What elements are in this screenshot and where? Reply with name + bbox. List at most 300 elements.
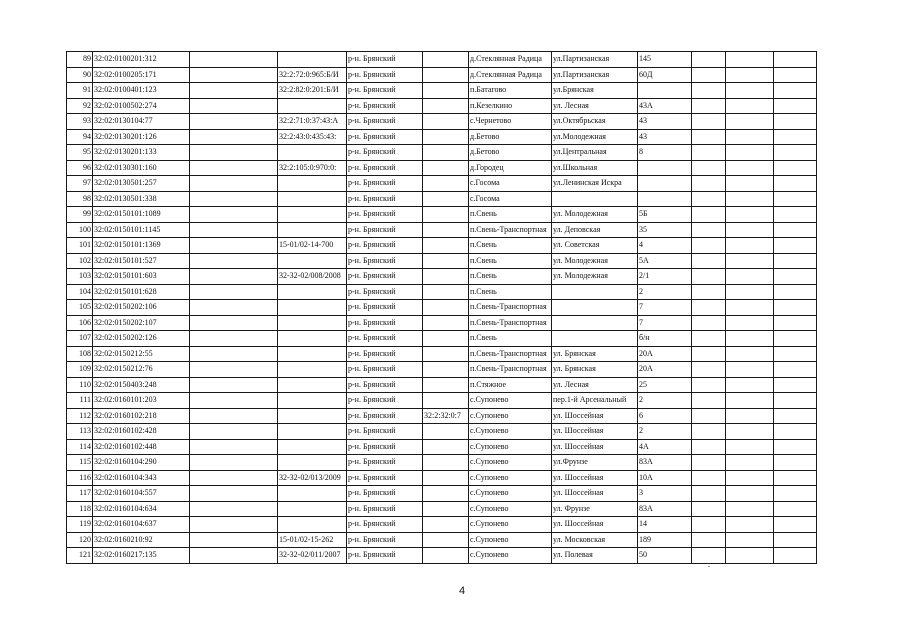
cadastral-number-cell: 32:02:0160101:203 (93, 393, 190, 409)
empty-column-cell (190, 393, 278, 409)
house-number-cell: 7 (638, 300, 692, 316)
row-number-cell: 96 (67, 160, 93, 176)
empty-column-cell (692, 455, 726, 471)
empty-column-cell (774, 362, 817, 378)
empty-column-cell (774, 269, 817, 285)
settlement-cell: д.Бетово (469, 129, 552, 145)
house-number-cell: 43А (638, 98, 692, 114)
empty-column-cell (774, 145, 817, 161)
settlement-cell: д.Стеклянная Радица (469, 67, 552, 83)
empty-column-cell (692, 532, 726, 548)
empty-column-cell (774, 455, 817, 471)
empty-column-cell (774, 408, 817, 424)
street-cell: ул.Центральная (552, 145, 638, 161)
cadastral-number-cell: 32:02:0150101:1145 (93, 222, 190, 238)
table-row (67, 470, 817, 486)
old-record-number-cell (278, 331, 347, 347)
old-record-number-cell: 15-01/02-15-262 (278, 532, 347, 548)
table-row (67, 129, 817, 145)
house-number-cell: 3 (638, 486, 692, 502)
empty-column-cell (726, 98, 774, 114)
empty-column-cell (190, 532, 278, 548)
empty-column-cell (774, 300, 817, 316)
settlement-cell: п.Свень (469, 253, 552, 269)
extra-code-cell: 32:2:32:0:7 (423, 408, 469, 424)
street-cell: ул. Лесная (552, 98, 638, 114)
row-number-cell: 104 (67, 284, 93, 300)
empty-column-cell (692, 439, 726, 455)
cadastral-number-cell: 32:02:0150212:55 (93, 346, 190, 362)
row-number-cell: 90 (67, 67, 93, 83)
empty-column-cell (190, 470, 278, 486)
empty-column-cell (774, 517, 817, 533)
settlement-cell: с.Чернетово (469, 114, 552, 130)
old-record-number-cell (278, 501, 347, 517)
cadastral-number-cell: 32:02:0130201:126 (93, 129, 190, 145)
street-cell: ул. Молодежная (552, 253, 638, 269)
street-cell: ул. Брянская (552, 362, 638, 378)
settlement-cell: п.Кезелкино (469, 98, 552, 114)
empty-column-cell (774, 470, 817, 486)
empty-column-cell (774, 207, 817, 223)
settlement-cell: п.Стяжное (469, 377, 552, 393)
street-cell: ул. Молодежная (552, 269, 638, 285)
cadastral-number-cell: 32:02:0160104:557 (93, 486, 190, 502)
old-record-number-cell (278, 455, 347, 471)
district-cell: р-н. Брянский (347, 284, 423, 300)
row-number-cell: 110 (67, 377, 93, 393)
old-record-number-cell: 32-32-02/008/2008 (278, 269, 347, 285)
street-cell: ул. Фрунзе (552, 501, 638, 517)
old-record-number-cell (278, 52, 347, 68)
district-cell: р-н. Брянский (347, 315, 423, 331)
settlement-cell: п.Свень (469, 207, 552, 223)
empty-column-cell (190, 377, 278, 393)
row-number-cell: 108 (67, 346, 93, 362)
district-cell: р-н. Брянский (347, 362, 423, 378)
empty-column-cell (190, 176, 278, 192)
empty-column-cell (190, 114, 278, 130)
district-cell: р-н. Брянский (347, 253, 423, 269)
street-cell: ул. Деповская (552, 222, 638, 238)
empty-column-cell (692, 129, 726, 145)
extra-code-cell (423, 269, 469, 285)
row-number-cell: 103 (67, 269, 93, 285)
old-record-number-cell: 32:2:72:0:965:Б/И (278, 67, 347, 83)
extra-code-cell (423, 331, 469, 347)
street-cell (552, 315, 638, 331)
empty-column-cell (692, 67, 726, 83)
empty-column-cell (774, 191, 817, 207)
table-row (67, 377, 817, 393)
empty-column-cell (190, 486, 278, 502)
empty-column-cell (692, 331, 726, 347)
empty-column-cell (190, 346, 278, 362)
cadastral-number-cell: 32:02:0160104:343 (93, 470, 190, 486)
settlement-cell: с.Госома (469, 176, 552, 192)
cadastral-number-cell: 32:02:0100205:171 (93, 67, 190, 83)
district-cell: р-н. Брянский (347, 67, 423, 83)
empty-column-cell (726, 238, 774, 254)
house-number-cell: 20А (638, 346, 692, 362)
street-cell: ул.Школьная (552, 160, 638, 176)
house-number-cell: 50 (638, 548, 692, 564)
house-number-cell: 83А (638, 455, 692, 471)
street-cell (552, 191, 638, 207)
empty-column-cell (774, 346, 817, 362)
district-cell: р-н. Брянский (347, 424, 423, 440)
empty-column-cell (692, 238, 726, 254)
settlement-cell: с.Супонево (469, 408, 552, 424)
table-row (67, 517, 817, 533)
district-cell: р-н. Брянский (347, 269, 423, 285)
empty-column-cell (726, 222, 774, 238)
empty-column-cell (726, 83, 774, 99)
empty-column-cell (692, 207, 726, 223)
street-cell: ул.Партизанская (552, 67, 638, 83)
table-row (67, 222, 817, 238)
street-cell: ул. Советская (552, 238, 638, 254)
empty-column-cell (692, 300, 726, 316)
table-row (67, 300, 817, 316)
street-cell: ул.Ленинская Искра (552, 176, 638, 192)
district-cell: р-н. Брянский (347, 532, 423, 548)
empty-column-cell (190, 300, 278, 316)
row-number-cell: 106 (67, 315, 93, 331)
property-register-table (66, 51, 817, 564)
empty-column-cell (190, 455, 278, 471)
empty-column-cell (774, 129, 817, 145)
empty-column-cell (692, 83, 726, 99)
old-record-number-cell (278, 377, 347, 393)
empty-column-cell (726, 532, 774, 548)
table-row (67, 67, 817, 83)
settlement-cell: д.Городец (469, 160, 552, 176)
empty-column-cell (190, 52, 278, 68)
street-cell (552, 331, 638, 347)
row-number-cell: 94 (67, 129, 93, 145)
old-record-number-cell (278, 486, 347, 502)
old-record-number-cell (278, 517, 347, 533)
empty-column-cell (726, 393, 774, 409)
empty-column-cell (726, 362, 774, 378)
extra-code-cell (423, 377, 469, 393)
district-cell: р-н. Брянский (347, 238, 423, 254)
empty-column-cell (190, 362, 278, 378)
extra-code-cell (423, 160, 469, 176)
district-cell: р-н. Брянский (347, 222, 423, 238)
empty-column-cell (692, 548, 726, 564)
empty-column-cell (726, 145, 774, 161)
old-record-number-cell: 32:2:82:0:201:Б/И (278, 83, 347, 99)
empty-column-cell (726, 253, 774, 269)
old-record-number-cell: 32:2:105:0:970:0: (278, 160, 347, 176)
extra-code-cell (423, 191, 469, 207)
settlement-cell: с.Супонево (469, 470, 552, 486)
house-number-cell: 145 (638, 52, 692, 68)
table-row (67, 52, 817, 68)
old-record-number-cell: 32:2:71:0:37:43:А (278, 114, 347, 130)
empty-column-cell (726, 67, 774, 83)
house-number-cell: 4А (638, 439, 692, 455)
empty-column-cell (190, 83, 278, 99)
old-record-number-cell (278, 145, 347, 161)
empty-column-cell (692, 424, 726, 440)
settlement-cell: с.Супонево (469, 393, 552, 409)
table-row (67, 331, 817, 347)
cadastral-number-cell: 32:02:0160102:448 (93, 439, 190, 455)
street-cell: ул. Московская (552, 532, 638, 548)
district-cell: р-н. Брянский (347, 145, 423, 161)
house-number-cell: 14 (638, 517, 692, 533)
district-cell: р-н. Брянский (347, 346, 423, 362)
extra-code-cell (423, 176, 469, 192)
district-cell: р-н. Брянский (347, 191, 423, 207)
row-number-cell: 115 (67, 455, 93, 471)
settlement-cell: с.Госома (469, 191, 552, 207)
district-cell: р-н. Брянский (347, 501, 423, 517)
row-number-cell: 118 (67, 501, 93, 517)
extra-code-cell (423, 486, 469, 502)
cadastral-number-cell: 32:02:0130501:257 (93, 176, 190, 192)
house-number-cell: 20А (638, 362, 692, 378)
cadastral-number-cell: 32:02:0130501:338 (93, 191, 190, 207)
extra-code-cell (423, 470, 469, 486)
house-number-cell: б/н (638, 331, 692, 347)
row-number-cell: 89 (67, 52, 93, 68)
extra-code-cell (423, 83, 469, 99)
empty-column-cell (726, 191, 774, 207)
empty-column-cell (774, 160, 817, 176)
cadastral-number-cell: 32:02:0150101:527 (93, 253, 190, 269)
district-cell: р-н. Брянский (347, 114, 423, 130)
row-number-cell: 95 (67, 145, 93, 161)
register-table-body (67, 52, 817, 564)
empty-column-cell (726, 408, 774, 424)
settlement-cell: п.Свень-Транспортная (469, 315, 552, 331)
district-cell: р-н. Брянский (347, 393, 423, 409)
house-number-cell: 6 (638, 408, 692, 424)
extra-code-cell (423, 222, 469, 238)
empty-column-cell (774, 424, 817, 440)
district-cell: р-н. Брянский (347, 98, 423, 114)
empty-column-cell (190, 67, 278, 83)
empty-column-cell (726, 331, 774, 347)
empty-column-cell (190, 269, 278, 285)
settlement-cell: с.Супонево (469, 486, 552, 502)
row-number-cell: 105 (67, 300, 93, 316)
empty-column-cell (726, 160, 774, 176)
empty-column-cell (692, 98, 726, 114)
old-record-number-cell (278, 346, 347, 362)
extra-code-cell (423, 284, 469, 300)
extra-code-cell (423, 501, 469, 517)
street-cell: ул. Шоссейная (552, 517, 638, 533)
cadastral-number-cell: 32:02:0100401:123 (93, 83, 190, 99)
house-number-cell: 7 (638, 315, 692, 331)
street-cell: ул. Молодежная (552, 207, 638, 223)
empty-column-cell (774, 238, 817, 254)
table-row (67, 284, 817, 300)
empty-column-cell (726, 114, 774, 130)
extra-code-cell (423, 424, 469, 440)
table-row (67, 548, 817, 564)
cadastral-number-cell: 32:02:0100502:274 (93, 98, 190, 114)
empty-column-cell (774, 439, 817, 455)
empty-column-cell (692, 160, 726, 176)
empty-column-cell (190, 253, 278, 269)
empty-column-cell (774, 222, 817, 238)
house-number-cell: 5Б (638, 207, 692, 223)
table-row (67, 191, 817, 207)
empty-column-cell (726, 517, 774, 533)
district-cell: р-н. Брянский (347, 331, 423, 347)
row-number-cell: 99 (67, 207, 93, 223)
empty-column-cell (692, 393, 726, 409)
settlement-cell: д.Стеклянная Радица (469, 52, 552, 68)
table-row (67, 362, 817, 378)
street-cell (552, 284, 638, 300)
house-number-cell: 189 (638, 532, 692, 548)
table-row (67, 114, 817, 130)
house-number-cell: 43 (638, 129, 692, 145)
old-record-number-cell (278, 253, 347, 269)
table-row (67, 176, 817, 192)
old-record-number-cell: 32-32-02/011/2007 (278, 548, 347, 564)
row-number-cell: 98 (67, 191, 93, 207)
settlement-cell: п.Свень (469, 284, 552, 300)
empty-column-cell (692, 114, 726, 130)
table-row (67, 408, 817, 424)
table-row (67, 439, 817, 455)
old-record-number-cell (278, 362, 347, 378)
empty-column-cell (726, 470, 774, 486)
street-cell: ул. Шоссейная (552, 424, 638, 440)
street-cell: ул. Шоссейная (552, 486, 638, 502)
house-number-cell: 25 (638, 377, 692, 393)
district-cell: р-н. Брянский (347, 517, 423, 533)
cadastral-number-cell: 32:02:0160217:135 (93, 548, 190, 564)
empty-column-cell (726, 269, 774, 285)
street-cell: ул. Шоссейная (552, 470, 638, 486)
settlement-cell: с.Супонево (469, 517, 552, 533)
row-number-cell: 121 (67, 548, 93, 564)
settlement-cell: с.Супонево (469, 455, 552, 471)
row-number-cell: 119 (67, 517, 93, 533)
house-number-cell (638, 176, 692, 192)
settlement-cell: п.Свень-Транспортная (469, 362, 552, 378)
row-number-cell: 112 (67, 408, 93, 424)
table-row (67, 83, 817, 99)
empty-column-cell (692, 408, 726, 424)
row-number-cell: 93 (67, 114, 93, 130)
street-cell: ул.Брянская (552, 83, 638, 99)
street-cell: ул. Брянская (552, 346, 638, 362)
empty-column-cell (774, 253, 817, 269)
district-cell: р-н. Брянский (347, 377, 423, 393)
extra-code-cell (423, 238, 469, 254)
empty-column-cell (692, 145, 726, 161)
house-number-cell: 35 (638, 222, 692, 238)
house-number-cell (638, 160, 692, 176)
settlement-cell: п.Батагово (469, 83, 552, 99)
empty-column-cell (692, 470, 726, 486)
cadastral-number-cell: 32:02:0130104:77 (93, 114, 190, 130)
house-number-cell: 2 (638, 284, 692, 300)
cadastral-number-cell: 32:02:0160102:428 (93, 424, 190, 440)
street-cell: пер.1-й Арсенальный (552, 393, 638, 409)
empty-column-cell (190, 408, 278, 424)
district-cell: р-н. Брянский (347, 129, 423, 145)
empty-column-cell (726, 176, 774, 192)
old-record-number-cell (278, 176, 347, 192)
empty-column-cell (774, 393, 817, 409)
settlement-cell: с.Супонево (469, 532, 552, 548)
extra-code-cell (423, 300, 469, 316)
extra-code-cell (423, 439, 469, 455)
empty-column-cell (692, 52, 726, 68)
empty-column-cell (190, 191, 278, 207)
empty-column-cell (726, 52, 774, 68)
table-row (67, 160, 817, 176)
settlement-cell: п.Свень (469, 269, 552, 285)
old-record-number-cell (278, 408, 347, 424)
old-record-number-cell (278, 393, 347, 409)
register-sheet (66, 51, 817, 564)
street-cell: ул.Октябрьская (552, 114, 638, 130)
extra-code-cell (423, 253, 469, 269)
extra-code-cell (423, 114, 469, 130)
extra-code-cell (423, 129, 469, 145)
empty-column-cell (774, 501, 817, 517)
district-cell: р-н. Брянский (347, 160, 423, 176)
old-record-number-cell: 15-01/02-14-700 (278, 238, 347, 254)
extra-code-cell (423, 548, 469, 564)
old-record-number-cell (278, 191, 347, 207)
settlement-cell: с.Супонево (469, 548, 552, 564)
empty-column-cell (190, 424, 278, 440)
settlement-cell: с.Супонево (469, 439, 552, 455)
house-number-cell: 2 (638, 393, 692, 409)
empty-column-cell (692, 191, 726, 207)
house-number-cell: 4 (638, 238, 692, 254)
empty-column-cell (726, 207, 774, 223)
row-number-cell: 120 (67, 532, 93, 548)
district-cell: р-н. Брянский (347, 52, 423, 68)
empty-column-cell (774, 67, 817, 83)
table-row (67, 486, 817, 502)
house-number-cell: 10А (638, 470, 692, 486)
district-cell: р-н. Брянский (347, 207, 423, 223)
empty-column-cell (190, 501, 278, 517)
street-cell: ул. Лесная (552, 377, 638, 393)
table-row (67, 145, 817, 161)
extra-code-cell (423, 362, 469, 378)
row-number-cell: 116 (67, 470, 93, 486)
empty-column-cell (692, 253, 726, 269)
page-number: 4 (458, 585, 466, 597)
table-row (67, 207, 817, 223)
district-cell: р-н. Брянский (347, 300, 423, 316)
empty-column-cell (190, 548, 278, 564)
old-record-number-cell (278, 222, 347, 238)
extra-code-cell (423, 517, 469, 533)
settlement-cell: с.Супонево (469, 424, 552, 440)
district-cell: р-н. Брянский (347, 408, 423, 424)
table-row (67, 501, 817, 517)
extra-code-cell (423, 315, 469, 331)
row-number-cell: 117 (67, 486, 93, 502)
